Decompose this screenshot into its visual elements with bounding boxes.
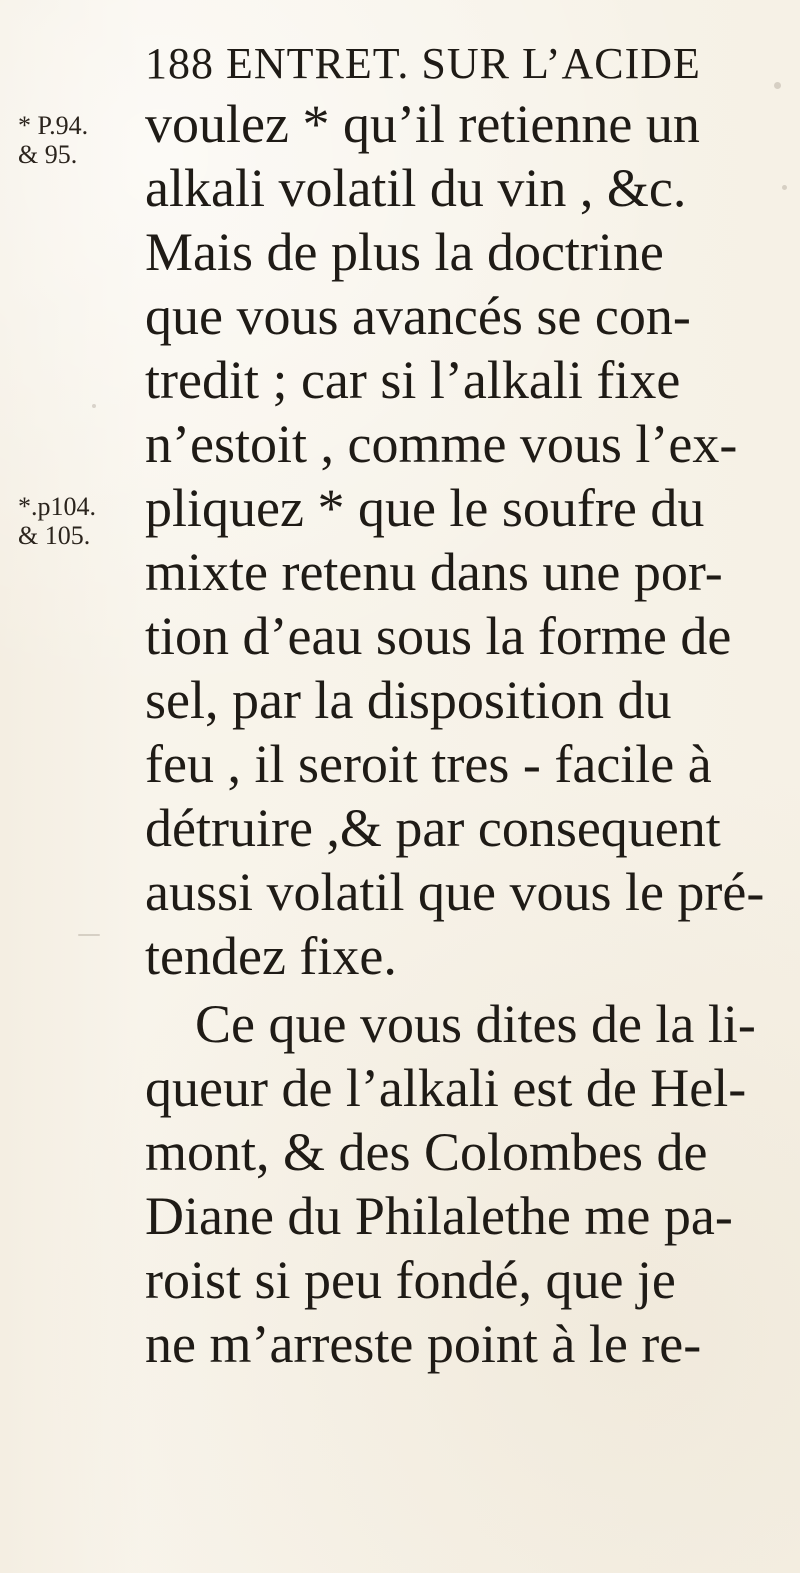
ink-fleck — [774, 82, 781, 89]
text-line: détruire ,& par consequent — [145, 798, 721, 858]
text-line: alkali volatil du vin , &c. — [145, 158, 687, 218]
text-line: tendez fixe. — [145, 926, 397, 986]
text-line: voulez * qu’il retienne un — [145, 94, 700, 154]
text-line: ne m’arreste point à le re- — [145, 1314, 702, 1374]
text-line: queur de l’alkali est de Hel- — [145, 1058, 747, 1118]
ink-mark — [78, 934, 100, 936]
running-head: 188 ENTRET. SUR L’ACIDE — [145, 39, 701, 88]
text-line: feu , il seroit tres - facile à — [145, 734, 712, 794]
margin-note-2: *.p104. & 105. — [18, 492, 96, 550]
text-line: mixte retenu dans une por- — [145, 542, 723, 602]
text-line: pliquez * que le soufre du — [145, 478, 705, 538]
text-line: mont, & des Colombes de — [145, 1122, 708, 1182]
text-line: tion d’eau sous la forme de — [145, 606, 732, 666]
text-line: Mais de plus la doctrine — [145, 222, 664, 282]
margin-note-1: * P.94. & 95. — [18, 111, 89, 169]
text-line: n’estoit , comme vous l’ex- — [145, 414, 738, 474]
body-text — [145, 92, 785, 1376]
ink-fleck — [782, 185, 787, 190]
text-line: aussi volatil que vous le pré- — [145, 862, 765, 922]
text-line: Ce que vous dites de la li- — [195, 994, 756, 1054]
text-line: que vous avancés se con- — [145, 286, 691, 346]
text-line: roist si peu fondé, que je — [145, 1250, 676, 1310]
text-line: Diane du Philalethe me pa- — [145, 1186, 733, 1246]
text-line: tredit ; car si l’alkali fixe — [145, 350, 681, 410]
text-line: sel, par la disposition du — [145, 670, 672, 730]
ink-fleck — [92, 404, 96, 408]
